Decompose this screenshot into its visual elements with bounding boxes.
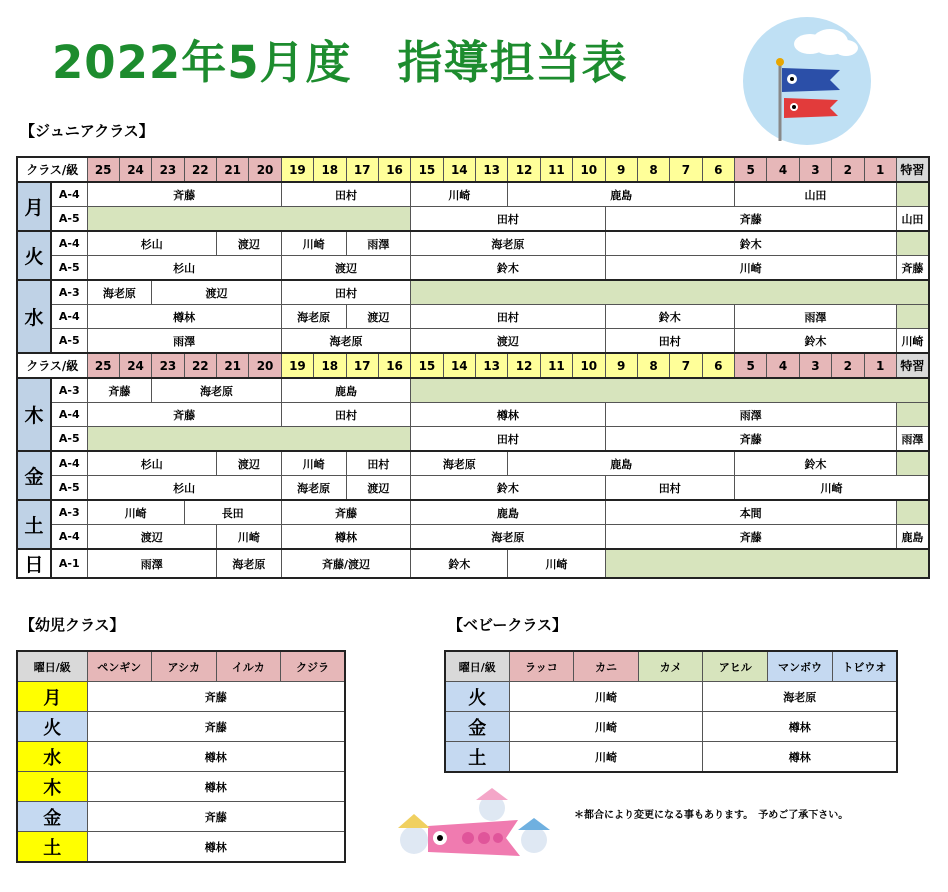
class-cell: A-5 [51, 427, 87, 452]
grade-header-cell: 9 [605, 353, 637, 378]
day-cell: 土 [17, 500, 51, 549]
empty-cell [896, 451, 929, 476]
teacher-cell: 田村 [411, 305, 605, 329]
grade-header-cell: 3 [799, 353, 831, 378]
grade-header-cell: 17 [346, 353, 378, 378]
teacher-cell: 田村 [281, 280, 411, 305]
notice-text: ＊都合により変更になる事もあります。 予めご了承下さい。 [574, 810, 849, 821]
grade-header-row [17, 353, 929, 378]
baby-row [445, 682, 897, 712]
teacher-cell: 海老原 [87, 280, 152, 305]
teacher-cell: 海老原 [217, 549, 282, 578]
day-cell: 火 [17, 712, 87, 742]
teacher-cell: 田村 [281, 182, 411, 207]
teacher-cell: 斉藤 [605, 525, 896, 550]
day-cell: 水 [17, 280, 51, 353]
class-cell: A-4 [51, 182, 87, 207]
teacher-cell: 川崎 [896, 329, 929, 354]
teacher-cell: 田村 [411, 207, 605, 232]
day-cell: 火 [445, 682, 509, 712]
grade-header-cell: 18 [314, 353, 346, 378]
teacher-cell: 海老原 [703, 682, 897, 712]
schedule-row [17, 476, 929, 501]
grade-header-cell: 21 [217, 157, 249, 182]
teacher-cell: 斉藤 [896, 256, 929, 281]
grade-header-cell: 1 [864, 353, 896, 378]
teacher-cell: 鈴木 [735, 329, 897, 354]
kinder-heading: 【幼児クラス】 [20, 616, 125, 634]
class-cell: A-1 [51, 549, 87, 578]
teacher-cell: 本間 [605, 500, 896, 525]
teacher-cell: 樽林 [87, 832, 345, 863]
class-header-cell: カニ [574, 651, 639, 682]
teacher-cell: 鹿島 [281, 378, 411, 403]
teacher-cell: 鈴木 [411, 476, 605, 501]
schedule-row [17, 378, 929, 403]
schedule-row [17, 207, 929, 232]
grade-header-cell: 21 [217, 353, 249, 378]
teacher-cell: 海老原 [152, 378, 282, 403]
teacher-cell: 樽林 [87, 742, 345, 772]
teacher-cell: 樽林 [703, 742, 897, 773]
teacher-cell: 鈴木 [605, 305, 735, 329]
schedule-row [17, 451, 929, 476]
teacher-cell: 海老原 [281, 305, 346, 329]
grade-header-cell: 3 [799, 157, 831, 182]
teacher-cell: 鈴木 [411, 549, 508, 578]
grade-header-cell: 23 [152, 157, 184, 182]
grade-header-cell: 20 [249, 157, 281, 182]
kinder-row [17, 802, 345, 832]
schedule-row [17, 280, 929, 305]
teacher-cell: 田村 [605, 329, 735, 354]
teacher-cell: 斉藤 [87, 403, 281, 427]
teacher-cell: 渡辺 [281, 256, 411, 281]
class-cell: A-5 [51, 476, 87, 501]
teacher-cell: 山田 [735, 182, 897, 207]
teacher-cell: 渡辺 [217, 451, 282, 476]
teacher-cell: 斉藤 [281, 500, 411, 525]
grade-header-cell: 16 [378, 157, 410, 182]
teacher-cell: 渡辺 [346, 305, 411, 329]
class-header-cell: アヒル [703, 651, 768, 682]
grade-header-cell: 8 [637, 157, 669, 182]
teacher-cell: 鹿島 [508, 451, 735, 476]
grade-header-cell: 13 [476, 157, 508, 182]
teacher-cell: 斉藤 [605, 207, 896, 232]
class-header-cell: カメ [638, 651, 703, 682]
day-cell: 火 [17, 231, 51, 280]
kinder-row [17, 712, 345, 742]
teacher-cell: 鹿島 [896, 525, 929, 550]
grade-header-cell: 17 [346, 157, 378, 182]
kinder-row [17, 682, 345, 712]
grade-header-cell: 4 [767, 157, 799, 182]
kinder-row [17, 832, 345, 863]
grade-header-row [17, 157, 929, 182]
class-header-cell: ペンギン [87, 651, 152, 682]
header-label: クラス/級 [17, 157, 87, 182]
class-header-cell: マンボウ [768, 651, 833, 682]
grade-header-cell: 13 [476, 353, 508, 378]
teacher-cell: 樽林 [281, 525, 411, 550]
teacher-cell: 渡辺 [87, 525, 217, 550]
grade-header-cell: 15 [411, 157, 443, 182]
grade-header-cell: 16 [378, 353, 410, 378]
teacher-cell: 渡辺 [152, 280, 282, 305]
baby-schedule-table [444, 650, 898, 773]
teacher-cell: 海老原 [411, 451, 508, 476]
teacher-cell: 雨澤 [735, 305, 897, 329]
grade-header-cell: 7 [670, 353, 702, 378]
teacher-cell: 海老原 [411, 231, 605, 256]
junior-schedule-table [16, 156, 930, 579]
schedule-row [17, 549, 929, 578]
class-cell: A-3 [51, 500, 87, 525]
baby-row [445, 712, 897, 742]
grade-header-cell: 特習 [896, 353, 929, 378]
teacher-cell: 川崎 [509, 682, 703, 712]
kinder-schedule-table [16, 650, 346, 863]
class-header-cell: ラッコ [509, 651, 574, 682]
class-header-cell: アシカ [152, 651, 217, 682]
kinder-header-row [17, 651, 345, 682]
grade-header-cell: 特習 [896, 157, 929, 182]
grade-header-cell: 5 [735, 353, 767, 378]
koinobori-illustration [742, 16, 872, 146]
grade-header-cell: 1 [864, 157, 896, 182]
class-header-cell: トビウオ [832, 651, 897, 682]
teacher-cell: 川崎 [605, 256, 896, 281]
teacher-cell: 田村 [281, 403, 411, 427]
teacher-cell: 樽林 [411, 403, 605, 427]
class-cell: A-5 [51, 329, 87, 354]
grade-header-cell: 23 [152, 353, 184, 378]
empty-cell [87, 427, 411, 452]
grade-header-cell: 14 [443, 353, 475, 378]
class-cell: A-4 [51, 525, 87, 550]
teacher-cell: 川崎 [735, 476, 930, 501]
teacher-cell: 川崎 [281, 451, 346, 476]
header-label: 曜日/級 [17, 651, 87, 682]
grade-header-cell: 7 [670, 157, 702, 182]
teacher-cell: 山田 [896, 207, 929, 232]
teacher-cell: 川崎 [281, 231, 346, 256]
teacher-cell: 樽林 [87, 305, 281, 329]
grade-header-cell: 10 [573, 157, 605, 182]
teacher-cell: 田村 [346, 451, 411, 476]
baby-row [445, 742, 897, 773]
schedule-row [17, 231, 929, 256]
teacher-cell: 鈴木 [411, 256, 605, 281]
grade-header-cell: 8 [637, 353, 669, 378]
teacher-cell: 雨澤 [896, 427, 929, 452]
teacher-cell: 杉山 [87, 256, 281, 281]
day-cell: 木 [17, 772, 87, 802]
class-cell: A-3 [51, 378, 87, 403]
grade-header-cell: 24 [119, 353, 151, 378]
grade-header-cell: 2 [832, 353, 864, 378]
teacher-cell: 斉藤 [87, 182, 281, 207]
teacher-cell: 樽林 [87, 772, 345, 802]
grade-header-cell: 19 [281, 353, 313, 378]
schedule-row [17, 329, 929, 354]
teacher-cell: 鈴木 [735, 451, 897, 476]
grade-header-cell: 14 [443, 157, 475, 182]
baby-heading: 【ベビークラス】 [448, 616, 567, 634]
class-cell: A-3 [51, 280, 87, 305]
page-title: 2022年5月度 指導担当表 [52, 36, 628, 89]
teacher-cell: 斉藤/渡辺 [281, 549, 411, 578]
day-cell: 月 [17, 182, 51, 231]
day-cell: 土 [17, 832, 87, 863]
teacher-cell: 斉藤 [87, 712, 345, 742]
teacher-cell: 川崎 [509, 712, 703, 742]
teacher-cell: 川崎 [411, 182, 508, 207]
grade-header-cell: 11 [540, 353, 572, 378]
teacher-cell: 田村 [605, 476, 735, 501]
teacher-cell: 鈴木 [605, 231, 896, 256]
class-cell: A-5 [51, 207, 87, 232]
teacher-cell: 鹿島 [508, 182, 735, 207]
grade-header-cell: 25 [87, 157, 119, 182]
day-cell: 日 [17, 549, 51, 578]
teacher-cell: 雨澤 [87, 549, 217, 578]
day-cell: 月 [17, 682, 87, 712]
teacher-cell: 渡辺 [217, 231, 282, 256]
kinder-row [17, 742, 345, 772]
grade-header-cell: 6 [702, 353, 734, 378]
grade-header-cell: 10 [573, 353, 605, 378]
teacher-cell: 海老原 [411, 525, 605, 550]
grade-header-cell: 25 [87, 353, 119, 378]
grade-header-cell: 24 [119, 157, 151, 182]
teacher-cell: 鹿島 [411, 500, 605, 525]
teacher-cell: 斉藤 [87, 682, 345, 712]
schedule-row [17, 500, 929, 525]
teacher-cell: 雨澤 [346, 231, 411, 256]
teacher-cell: 渡辺 [411, 329, 605, 354]
grade-header-cell: 4 [767, 353, 799, 378]
grade-header-cell: 5 [735, 157, 767, 182]
koinobori-characters-illustration [388, 786, 558, 876]
schedule-row [17, 525, 929, 550]
grade-header-cell: 12 [508, 353, 540, 378]
grade-header-cell: 20 [249, 353, 281, 378]
grade-header-cell: 22 [184, 157, 216, 182]
teacher-cell: 斉藤 [87, 802, 345, 832]
schedule-row [17, 182, 929, 207]
day-cell: 金 [445, 712, 509, 742]
empty-cell [896, 500, 929, 525]
grade-header-cell: 6 [702, 157, 734, 182]
schedule-row [17, 427, 929, 452]
empty-cell [896, 231, 929, 256]
class-cell: A-4 [51, 231, 87, 256]
empty-cell [896, 182, 929, 207]
teacher-cell: 杉山 [87, 231, 217, 256]
schedule-row [17, 403, 929, 427]
grade-header-cell: 2 [832, 157, 864, 182]
schedule-row [17, 256, 929, 281]
header-label: クラス/級 [17, 353, 87, 378]
class-cell: A-4 [51, 305, 87, 329]
teacher-cell: 雨澤 [605, 403, 896, 427]
day-cell: 金 [17, 451, 51, 500]
grade-header-cell: 19 [281, 157, 313, 182]
teacher-cell: 川崎 [508, 549, 605, 578]
kinder-row [17, 772, 345, 802]
teacher-cell: 雨澤 [87, 329, 281, 354]
empty-cell [87, 207, 411, 232]
header-label: 曜日/級 [445, 651, 509, 682]
teacher-cell: 渡辺 [346, 476, 411, 501]
schedule-row [17, 305, 929, 329]
teacher-cell: 杉山 [87, 451, 217, 476]
empty-cell [411, 280, 929, 305]
class-header-cell: イルカ [216, 651, 281, 682]
baby-header-row [445, 651, 897, 682]
grade-header-cell: 22 [184, 353, 216, 378]
teacher-cell: 川崎 [217, 525, 282, 550]
teacher-cell: 海老原 [281, 476, 346, 501]
grade-header-cell: 9 [605, 157, 637, 182]
empty-cell [605, 549, 929, 578]
teacher-cell: 田村 [411, 427, 605, 452]
empty-cell [411, 378, 929, 403]
day-cell: 木 [17, 378, 51, 451]
junior-heading: 【ジュニアクラス】 [20, 122, 154, 140]
empty-cell [896, 305, 929, 329]
grade-header-cell: 11 [540, 157, 572, 182]
empty-cell [896, 403, 929, 427]
teacher-cell: 斉藤 [87, 378, 152, 403]
class-cell: A-5 [51, 256, 87, 281]
class-header-cell: クジラ [281, 651, 346, 682]
teacher-cell: 樽林 [703, 712, 897, 742]
grade-header-cell: 15 [411, 353, 443, 378]
teacher-cell: 斉藤 [605, 427, 896, 452]
teacher-cell: 長田 [184, 500, 281, 525]
grade-header-cell: 12 [508, 157, 540, 182]
day-cell: 土 [445, 742, 509, 773]
teacher-cell: 川崎 [509, 742, 703, 773]
class-cell: A-4 [51, 403, 87, 427]
day-cell: 水 [17, 742, 87, 772]
teacher-cell: 川崎 [87, 500, 184, 525]
class-cell: A-4 [51, 451, 87, 476]
teacher-cell: 杉山 [87, 476, 281, 501]
day-cell: 金 [17, 802, 87, 832]
grade-header-cell: 18 [314, 157, 346, 182]
teacher-cell: 海老原 [281, 329, 411, 354]
